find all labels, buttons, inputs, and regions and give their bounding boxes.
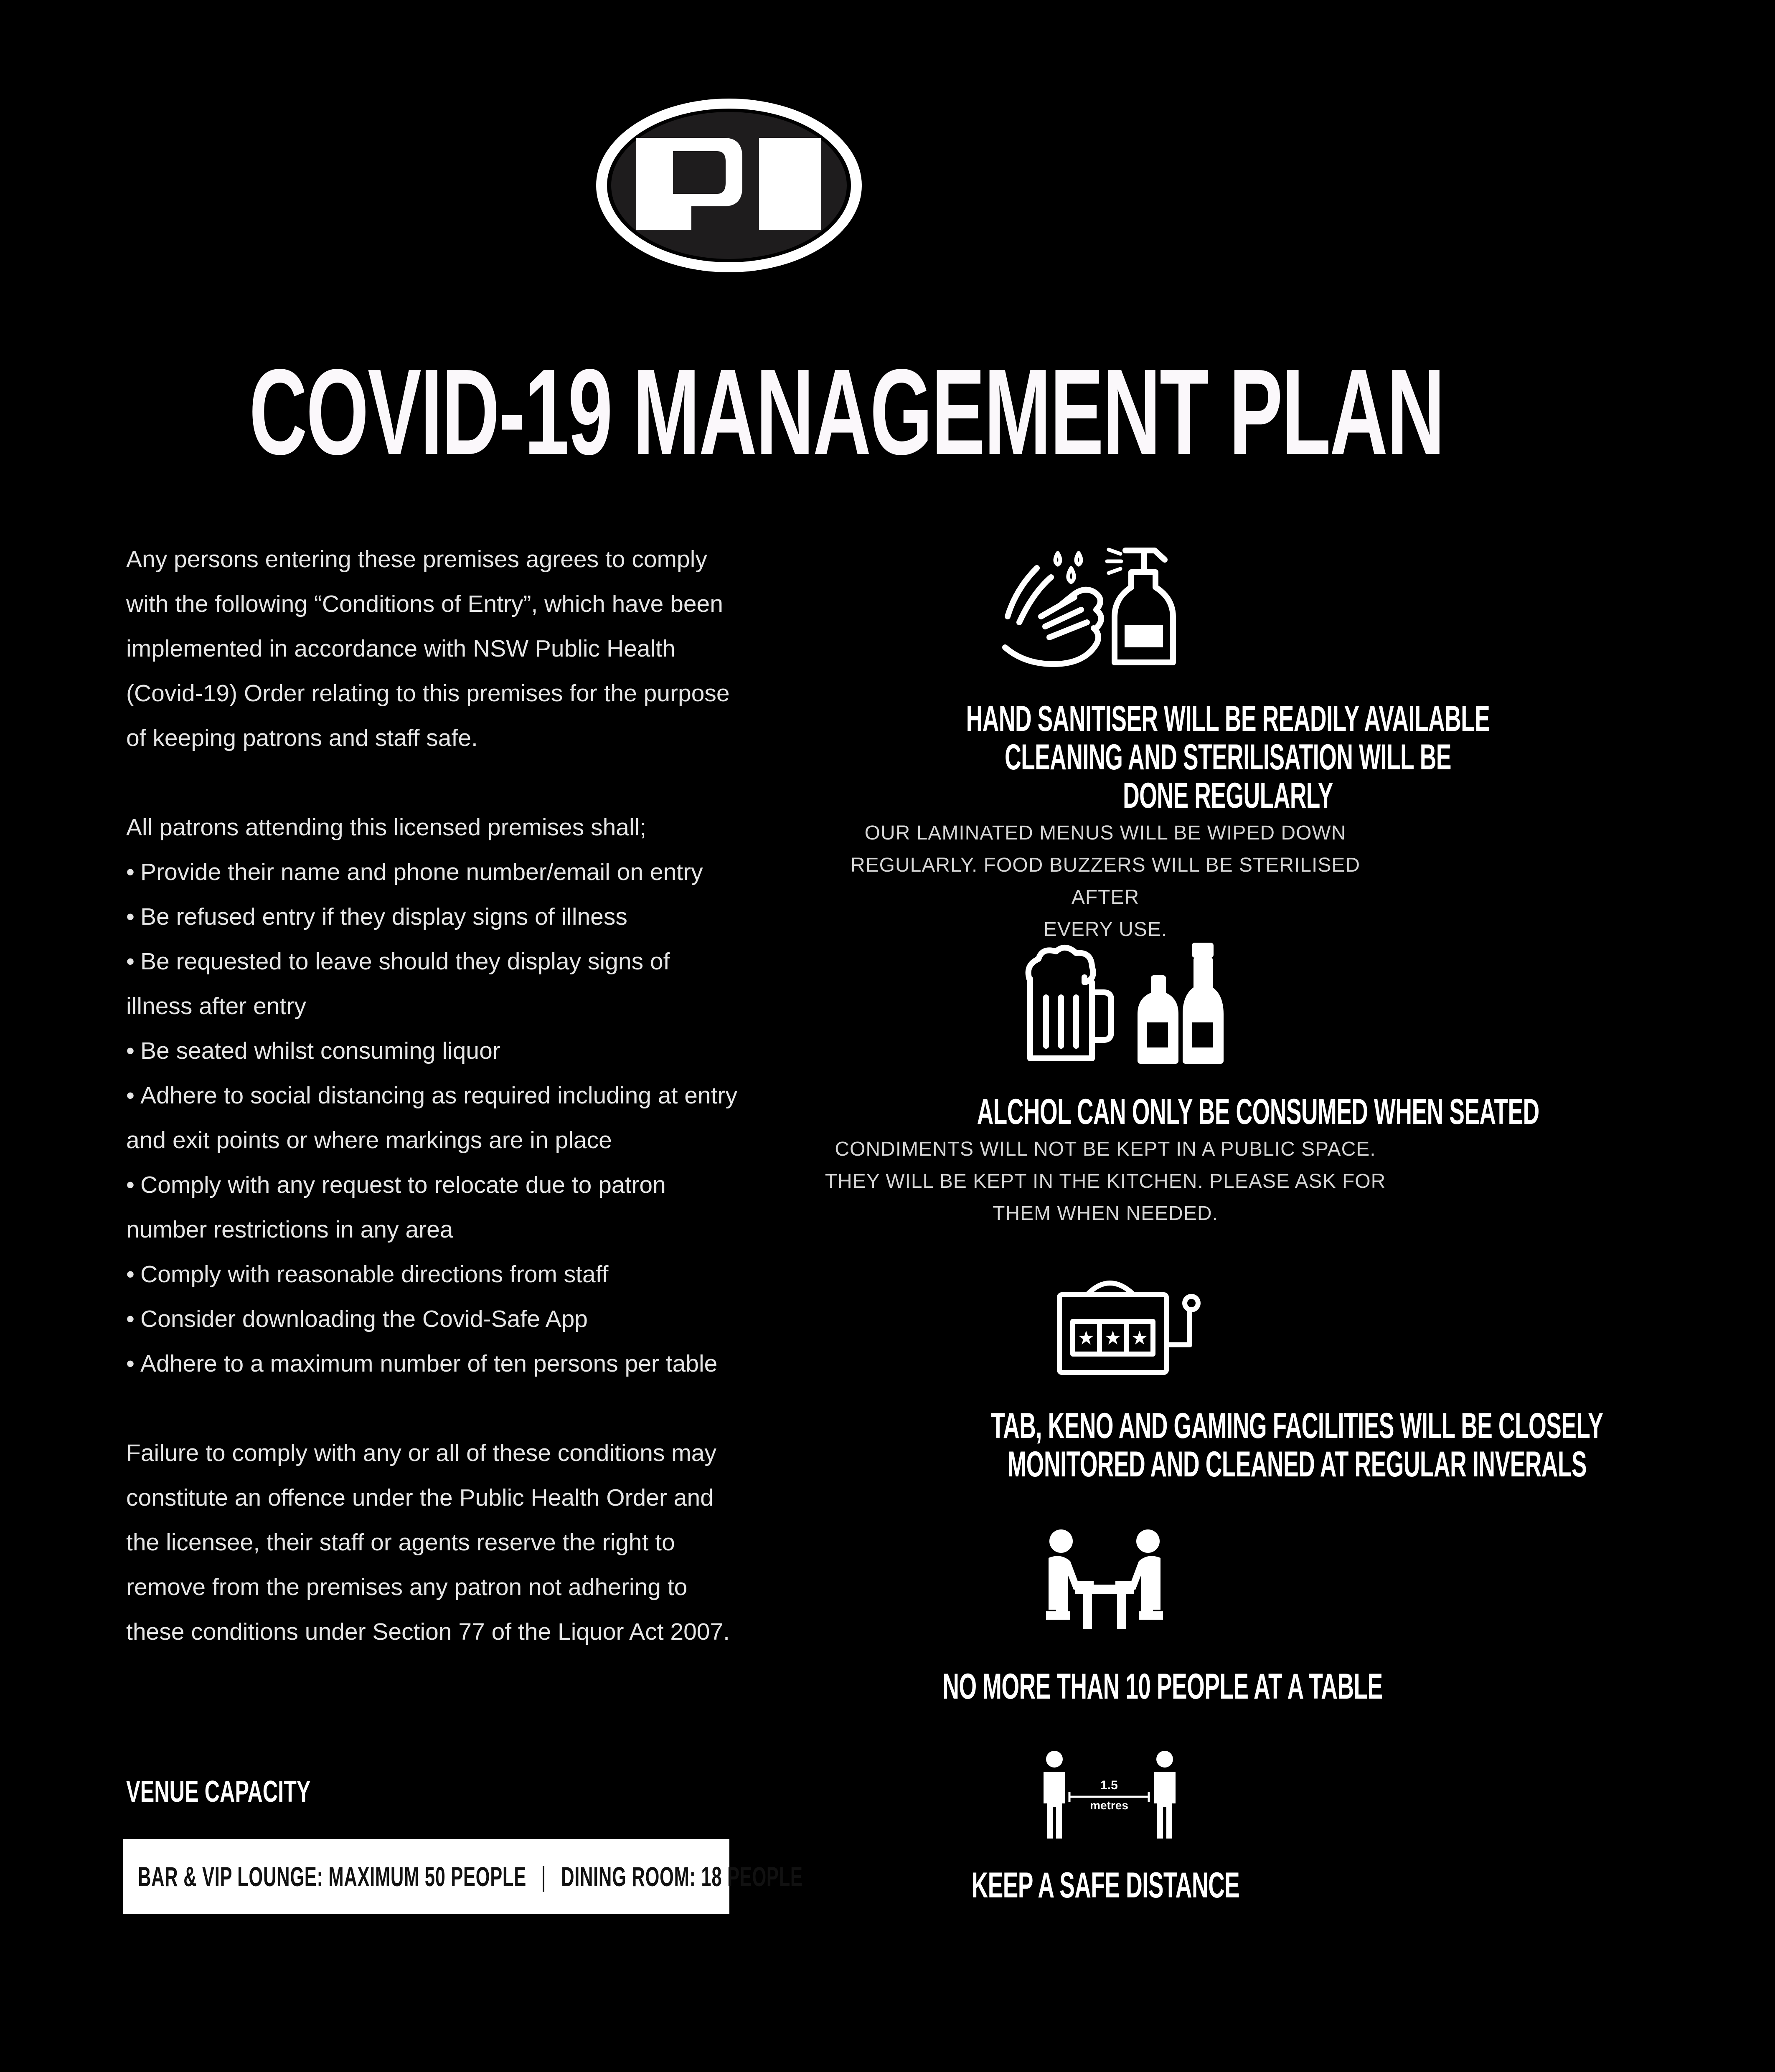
- patron-conditions: [126, 805, 740, 1386]
- distance-unit: metres: [1090, 1799, 1128, 1812]
- hand-sanitiser-icon: [999, 543, 1211, 671]
- patrons-lead: All patrons attending this licensed premises shall;: [126, 814, 647, 841]
- people-at-table-icon: [1044, 1528, 1170, 1631]
- conditions-of-entry: [126, 537, 740, 1654]
- condition-item: • Provide their name and phone number/email on entry: [126, 859, 703, 885]
- bar-capacity: BAR & VIP LOUNGE: MAXIMUM 50 PEOPLE: [138, 1861, 526, 1892]
- condition-item: • Be seated whilst consuming liquor: [126, 1037, 500, 1064]
- svg-text:★: ★: [1077, 1327, 1095, 1349]
- intro-paragraph: Any persons entering these premises agrees to comply with the following “Conditions of Entry”, which have been implemented in accordance with NSW Public Health (Covid-19) Order relating to this premises for the purpose of keeping patrons and staff safe.: [126, 546, 730, 751]
- measure-description: CONDIMENTS WILL NOT BE KEPT IN A PUBLIC SPACE. THEY WILL BE KEPT IN THE KITCHEN. PLEASE ASK FOR THEM WHEN NEEDED.: [825, 1138, 1386, 1225]
- measure-heading: HAND SANITISER WILL BE READILY AVAILABLE CLEANING AND STERILISATION WILL BE DONE REGULARLY: [966, 699, 1490, 816]
- failure-paragraph: Failure to comply with any or all of these conditions may constitute an offence under the Public Health Order and the licensee, their staff or agents reserve the right to remove from the premises any patron not adhering to these conditions under Section 77 of the Liquor Act 2007.: [126, 1440, 730, 1645]
- condition-item: • Comply with reasonable directions from staff: [126, 1261, 609, 1288]
- measure-heading: TAB, KENO AND GAMING FACILITIES WILL BE CLOSELY MONITORED AND CLEANED AT REGULAR INVERALS: [991, 1406, 1603, 1484]
- measure-heading: ALCHOL CAN ONLY BE CONSUMED WHEN SEATED: [977, 1092, 1539, 1132]
- condition-item: • Be requested to leave should they display signs of illness after entry: [126, 948, 670, 1020]
- condition-item: • Comply with any request to relocate due to patron number restrictions in any area: [126, 1172, 666, 1243]
- svg-text:★: ★: [1131, 1327, 1148, 1349]
- condition-item: • Adhere to a maximum number of ten persons per table: [126, 1350, 718, 1377]
- social-distance-icon: [1038, 1750, 1188, 1841]
- beer-and-condiments-icon: [1022, 943, 1236, 1064]
- venue-capacity-label: VENUE CAPACITY: [126, 1775, 311, 1808]
- logo-emblem-icon: [591, 94, 867, 276]
- venue-capacity-box: [123, 1839, 803, 1914]
- condition-item: • Be refused entry if they display signs of illness: [126, 903, 627, 930]
- capacity-separator: |: [541, 1861, 546, 1892]
- svg-text:★: ★: [1104, 1327, 1122, 1349]
- measure-heading: KEEP A SAFE DISTANCE: [971, 1865, 1239, 1905]
- condition-item: • Adhere to social distancing as required including at entry and exit points or where markings are in place: [126, 1082, 737, 1154]
- page-title: COVID-19 MANAGEMENT PLAN: [249, 344, 1444, 480]
- measure-description: OUR LAMINATED MENUS WILL BE WIPED DOWN REGULARLY. FOOD BUZZERS WILL BE STERILISED AFTER EVERY USE.: [850, 822, 1361, 941]
- distance-value: 1.5: [1100, 1778, 1118, 1792]
- conditions-list: [126, 850, 740, 1386]
- condition-item: • Consider downloading the Covid-Safe App: [126, 1306, 588, 1332]
- dining-capacity: DINING ROOM: 18 PEOPLE: [561, 1861, 803, 1892]
- measure-heading: NO MORE THAN 10 PEOPLE AT A TABLE: [942, 1666, 1383, 1707]
- venue-logo: [591, 94, 867, 276]
- slot-machine-icon: [1051, 1271, 1210, 1377]
